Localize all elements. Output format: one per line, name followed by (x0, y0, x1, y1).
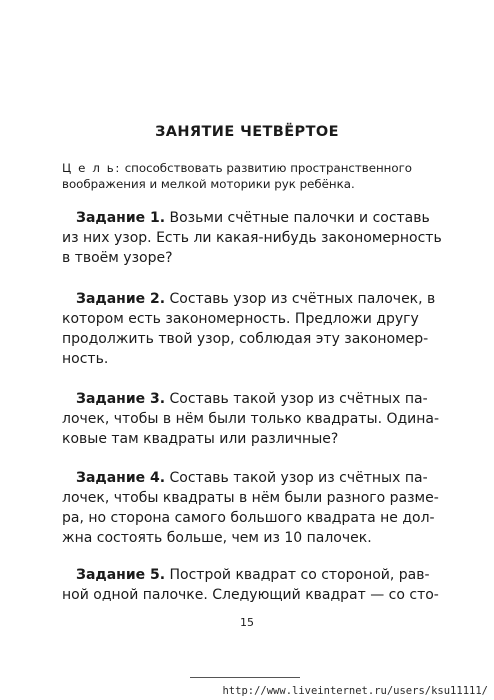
task-3 (62, 389, 454, 449)
task-first-line (62, 289, 454, 309)
task-heading: Задание 2. (76, 291, 166, 307)
task-line: котором есть закономерность. Предложи другу (62, 311, 419, 327)
purpose-text-1: способствовать развитию пространственного (124, 161, 413, 175)
task-line: лочек, чтобы квадраты в нём были разного разме- (62, 490, 439, 506)
task-line: продолжить твой узор, соблюдая эту закономер- (62, 331, 429, 347)
task-line: в твоём узоре? (62, 250, 173, 266)
lesson-title: ЗАНЯТИЕ ЧЕТВЁРТОЕ (155, 124, 339, 140)
task-first-line (62, 208, 454, 228)
task-first-text: Построй квадрат со стороной, рав- (169, 567, 430, 583)
task-line: ность. (62, 351, 109, 367)
task-first-line (62, 468, 454, 488)
task-heading: Задание 4. (76, 470, 166, 486)
task-line: жна состоять больше, чем из 10 палочек. (62, 530, 372, 546)
task-first-text: Возьми счётные палочки и составь (169, 210, 430, 226)
task-line: из них узор. Есть ли какая-нибудь закономерность (62, 230, 442, 246)
task-line: ковые там квадраты или различные? (62, 431, 339, 447)
task-heading: Задание 3. (76, 391, 166, 407)
task-first-line (62, 389, 454, 409)
task-first-text: Составь узор из счётных палочек, в (169, 291, 436, 307)
footer-divider (190, 677, 300, 678)
source-watermark: http://www.liveinternet.ru/users/ksu11111/ (222, 685, 488, 697)
purpose-text-2: воображения и мелкой моторики рук ребёнка. (62, 177, 355, 191)
task-first-line (62, 565, 454, 585)
purpose-line-1 (62, 161, 412, 175)
task-first-text: Составь такой узор из счётных па- (169, 391, 428, 407)
task-2 (62, 289, 454, 369)
task-line: ной одной палочке. Следующий квадрат — со сто- (62, 587, 439, 603)
task-line: лочек, чтобы в нём были только квадраты. Одина- (62, 411, 440, 427)
lesson-purpose (62, 160, 454, 192)
task-first-text: Составь такой узор из счётных па- (169, 470, 428, 486)
task-4 (62, 468, 454, 548)
purpose-label: Ц е л ь: (62, 161, 121, 175)
page-number: 15 (240, 616, 254, 629)
task-heading: Задание 1. (76, 210, 166, 226)
task-5 (62, 565, 454, 605)
task-line: ра, но сторона самого большого квадрата не дол- (62, 510, 435, 526)
task-heading: Задание 5. (76, 567, 166, 583)
task-1 (62, 208, 454, 268)
